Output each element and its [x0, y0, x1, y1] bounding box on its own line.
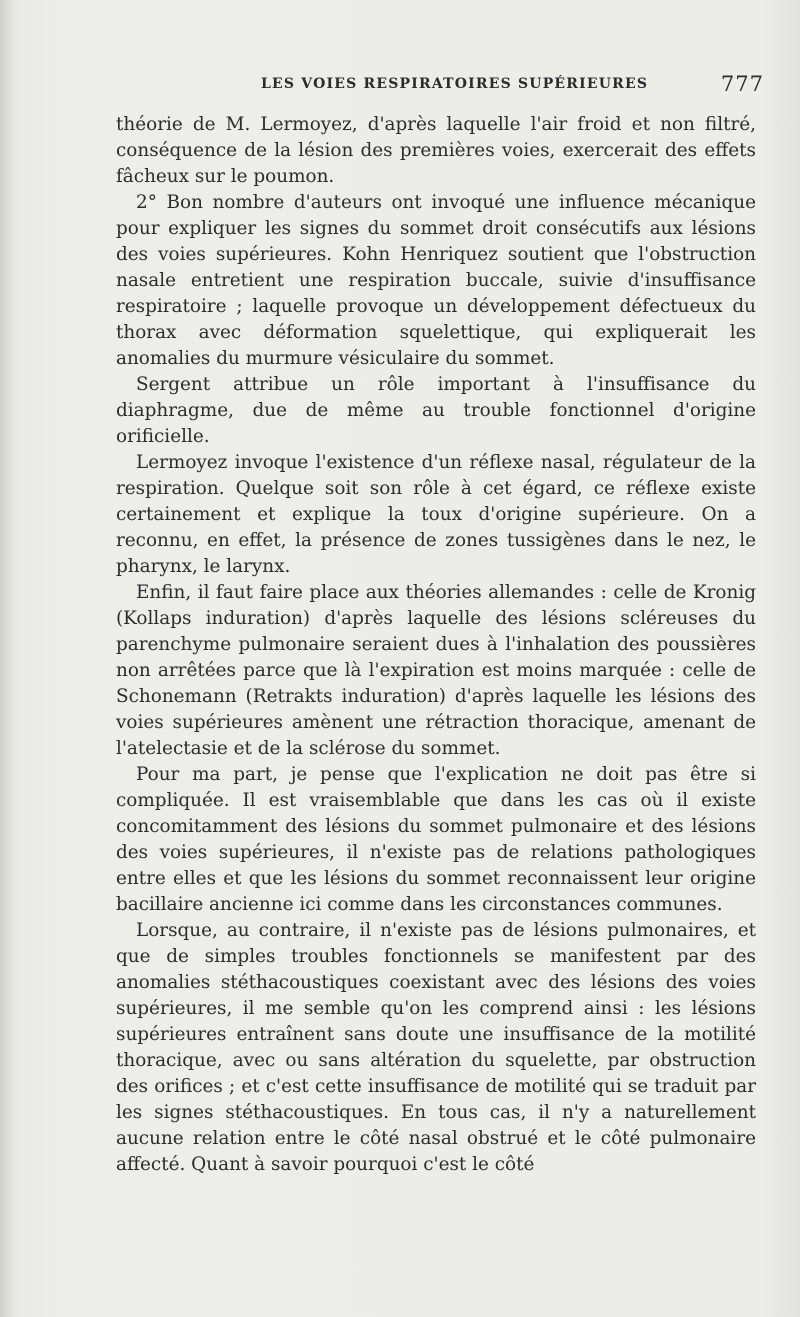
- paragraph: théorie de M. Lermoyez, d'après laquelle l'air froid et non filtré, conséquence de la lésion des premières voies, exercerait des effets fâcheux sur le poumon.: [116, 114, 756, 187]
- paragraph: Enfin, il faut faire place aux théories allemandes : celle de Kronig (Kollaps induration) d'après laquelle des lésions scléreuses du parenchyme pulmonaire seraient dues à l'inhalation des poussières non arrêtées parce que là l'expiration est moins marquée : celle de Schonemann (Retrakts induration) d'après laquelle les lésions des voies supérieures amènent une rétraction thoracique, amenant de l'atelectasie et de la sclérose du sommet.: [116, 582, 756, 759]
- running-head: LES VOIES RESPIRATOIRES SUPÉRIEURES: [261, 76, 649, 92]
- page-number: 777: [720, 72, 764, 96]
- paragraph: Lermoyez invoque l'existence d'un réflexe nasal, régulateur de la respiration. Quelque soit son rôle à cet égard, ce réflexe existe certainement et explique la toux d'origine supérieure. On a reconnu, en effet, la présence de zones tussigènes dans le nez, le pharynx, le larynx.: [116, 452, 756, 577]
- page-header: [116, 72, 764, 98]
- paragraph: Sergent attribue un rôle important à l'insuffisance du diaphragme, due de même au trouble fonctionnel d'origine orificielle.: [116, 374, 756, 447]
- body-text: [116, 112, 756, 1178]
- paragraph: Lorsque, au contraire, il n'existe pas de lésions pulmonaires, et que de simples troubles fonctionnels se manifestent par des anomalies stéthacoustiques coexistant avec des lésions des voies supérieures, il me semble qu'on les comprend ainsi : les lésions supérieures entraînent sans doute une insuffisance de la motilité thoracique, avec ou sans altération du squelette, par obstruction des orifices ; et c'est cette insuffisance de motilité qui se traduit par les signes stéthacoustiques. En tous cas, il n'y a naturellement aucune relation entre le côté nasal obstrué et le côté pulmonaire affecté. Quant à savoir pourquoi c'est le côté: [116, 920, 756, 1175]
- paragraph: 2° Bon nombre d'auteurs ont invoqué une influence mécanique pour expliquer les signes du sommet droit consécutifs aux lésions des voies supérieures. Kohn Henriquez soutient que l'obstruction nasale entretient une respiration buccale, suivie d'insuffisance respiratoire ; laquelle provoque un développement défectueux du thorax avec déformation squelettique, qui expliquerait les anomalies du murmure vésiculaire du sommet.: [116, 192, 756, 369]
- paragraph: Pour ma part, je pense que l'explication ne doit pas être si compliquée. Il est vraisemblable que dans les cas où il existe concomitamment des lésions du sommet pulmonaire et des lésions des voies supérieures, il n'existe pas de relations pathologiques entre elles et que les lésions du sommet reconnaissent leur origine bacillaire ancienne ici comme dans les circonstances communes.: [116, 764, 756, 915]
